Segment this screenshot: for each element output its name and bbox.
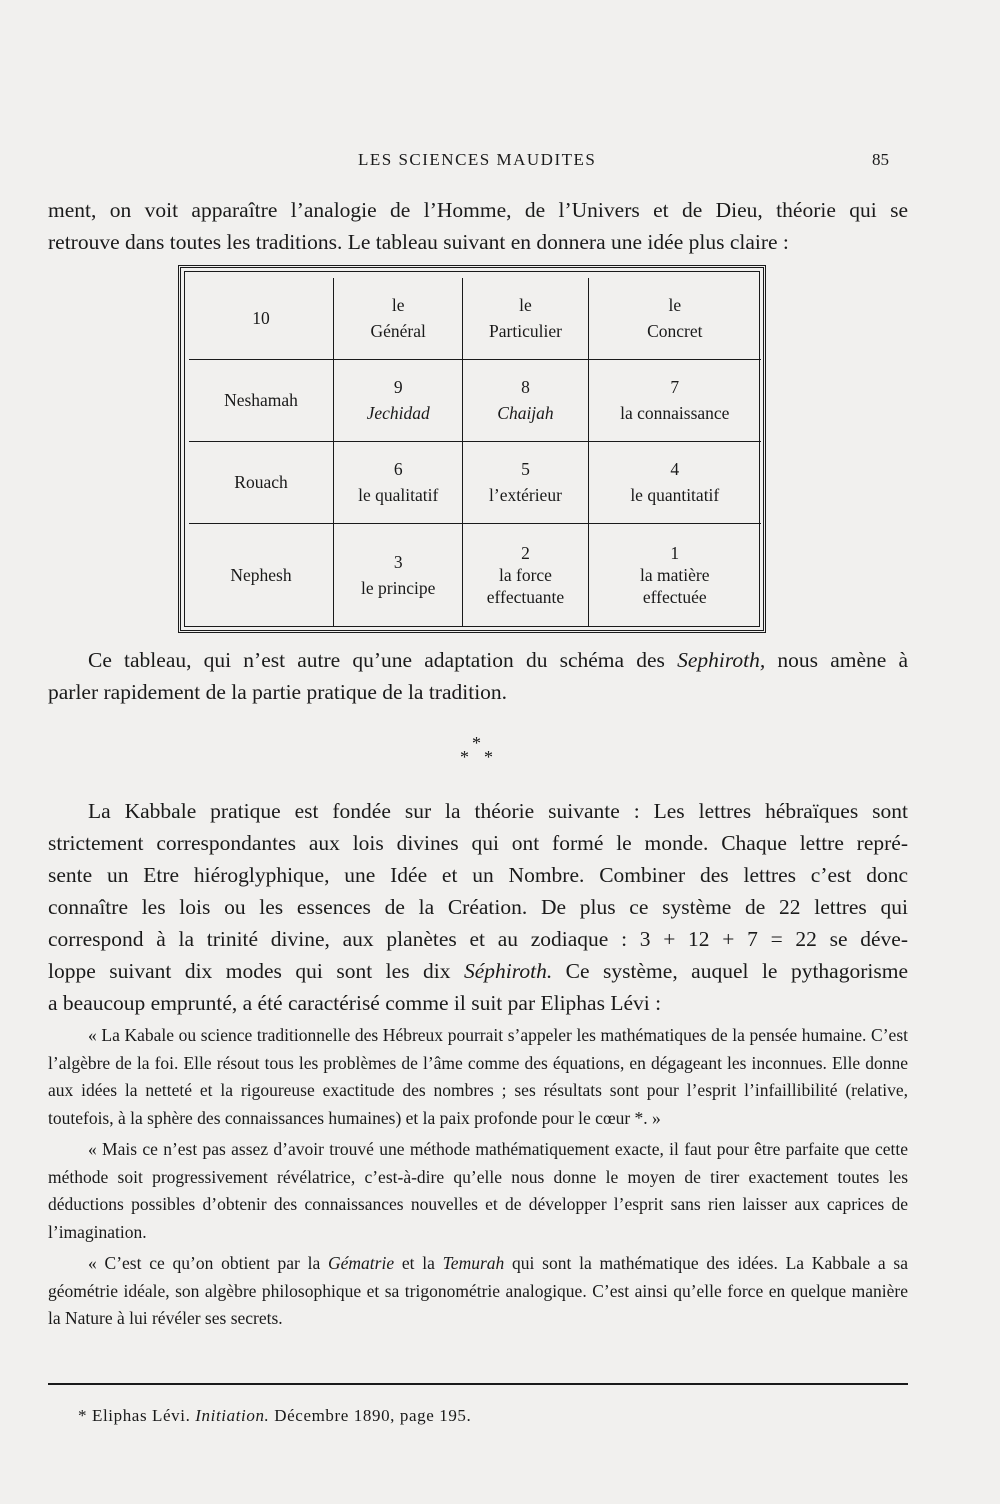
text-line: Ce tableau, qui n’est autre qu’une adaptation du schéma des Sephiroth, nous amène à xyxy=(88,648,908,672)
table-cell: 4 le quantitatif xyxy=(588,441,761,523)
table-row xyxy=(189,278,761,359)
text-line: loppe suivant dix modes qui sont les dix Séphiroth. Ce système, auquel le pythagorisme xyxy=(48,959,908,983)
intro-paragraph xyxy=(48,194,908,258)
table-cell: 2 la force effectuante xyxy=(463,523,588,626)
table-cell: 7 la connaissance xyxy=(588,359,761,441)
text-line: La Kabbale pratique est fondée sur la théorie suivante : Les lettres hébraïques sont xyxy=(88,799,908,823)
levi-quotation xyxy=(48,1022,908,1337)
table-header-cell: le Particulier xyxy=(463,278,588,359)
text-line: parler rapidement de la partie pratique de la tradition. xyxy=(48,680,508,704)
quote-paragraph: « C’est ce qu’on obtient par la Gématrie et la Temurah qui sont la mathématique des idées. La Kabbale a sa géométrie idéale, son algèbre philosophique et sa trigonométrie analogique. C’est ainsi qu’elle force en quelque manière la Nature à lui révéler ses secrets. xyxy=(48,1253,908,1328)
table-row-label: Neshamah xyxy=(189,359,334,441)
footnote-author: Eliphas Lévi. xyxy=(91,1406,191,1425)
footnote-work: Initiation. xyxy=(195,1406,270,1425)
table-cell: 9 Jechidad xyxy=(334,359,463,441)
sephiroth-table xyxy=(178,265,766,633)
page-number: 85 xyxy=(872,150,889,169)
table-row-label: Nephesh xyxy=(189,523,334,626)
table-header-cell: le Concret xyxy=(588,278,761,359)
text-line: correspond à la trinité divine, aux planètes et au zodiaque : 3 + 12 + 7 = 22 se déve- xyxy=(48,927,908,951)
table-row-label: Rouach xyxy=(189,441,334,523)
footnote-rule xyxy=(48,1383,908,1385)
table-row xyxy=(189,441,761,523)
quote-paragraph: « Mais ce n’est pas assez d’avoir trouvé une méthode mathématiquement exacte, il faut pour être parfaite que cette méthode soit progressivement révélatrice, c’est-à-dire qu’elle nous donne le moyen de tirer exactement toutes les déductions possibles d’obtenir des connaissances nouvelles et de développer l’esprit sans rien laisser aux caprices de l’imagination. xyxy=(48,1139,908,1242)
text-line: retrouve dans toutes les traditions. Le tableau suivant en donnera une idée plus claire : xyxy=(48,230,789,254)
running-title: LES SCIENCES MAUDITES xyxy=(358,150,597,169)
table-cell: 8 Chaijah xyxy=(463,359,588,441)
after-table-paragraph xyxy=(48,644,908,708)
table-cell: 6 le qualitatif xyxy=(334,441,463,523)
text-line: ment, on voit apparaître l’analogie de l’Homme, de l’Univers et de Dieu, théorie qui se xyxy=(48,198,908,222)
quote-paragraph: « La Kabale ou science traditionnelle des Hébreux pourrait s’appeler les mathématiques de la pensée humaine. C’est l’algèbre de la foi. Elle résout tous les problèmes de l’âme comme des équations, en dégageant les inconnues. Elle donne aux idées la netteté et la rigoureuse exactitude des nombres ; ses résultats sont pour l’esprit l’infaillibilité (relative, toutefois, à la sphère des connaissances humaines) et la paix profonde pour le cœur *. » xyxy=(48,1025,908,1128)
kabbale-paragraph xyxy=(48,795,908,1019)
table-cell: 3 le principe xyxy=(334,523,463,626)
table-corner-cell: 10 xyxy=(189,278,334,359)
table-cell: 1 la matière effectuée xyxy=(588,523,761,626)
text-line: strictement correspondantes aux lois divines qui ont formé le monde. Chaque lettre repré- xyxy=(48,831,908,855)
table-cell: 5 l’extérieur xyxy=(463,441,588,523)
footnote xyxy=(78,1406,471,1426)
footnote-date: Décembre 1890, page 195. xyxy=(274,1406,472,1425)
table-header-cell: le Général xyxy=(334,278,463,359)
text-line: a beaucoup emprunté, a été caractérisé comme il suit par Eliphas Lévi : xyxy=(48,991,662,1015)
asterism: * * * xyxy=(460,733,493,767)
table-row xyxy=(189,359,761,441)
text-line: connaître les lois ou les essences de la Création. De plus ce système de 22 lettres qui xyxy=(48,895,908,919)
table-grid xyxy=(189,278,761,626)
table-row xyxy=(189,523,761,626)
text-line: sente un Etre hiéroglyphique, une Idée et un Nombre. Combiner des lettres c’est donc xyxy=(48,863,908,887)
footnote-mark: * xyxy=(78,1406,88,1425)
